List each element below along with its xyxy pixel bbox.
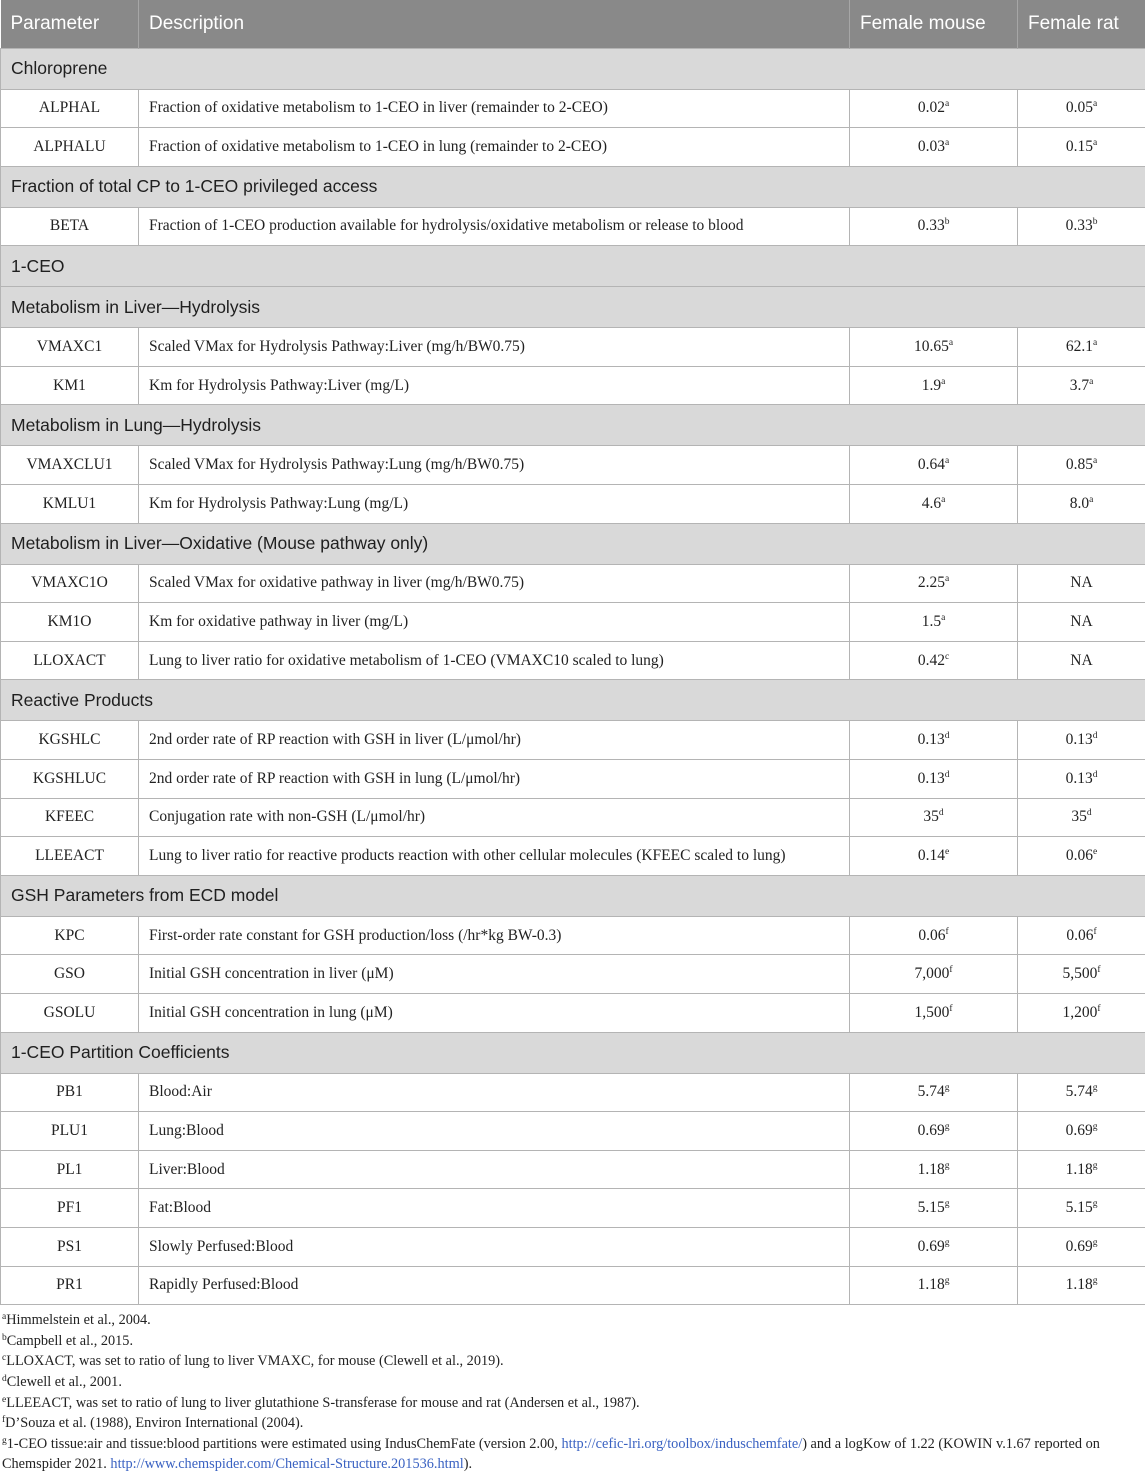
table-row [1, 366, 1145, 405]
footnote-mark: f [1093, 926, 1097, 937]
female-mouse-value: 1.18 [917, 1160, 945, 1178]
table-row [1, 916, 1145, 955]
female-mouse-value: 0.03 [917, 137, 945, 155]
female-mouse-cell [850, 641, 1018, 680]
female-rat-cell [1018, 837, 1145, 876]
footnote-mark: g [944, 1083, 950, 1094]
female-mouse-value: 0.14 [917, 847, 945, 865]
footnote-mark: a [1089, 376, 1094, 387]
footnote-text: Clewell et al., 2001. [6, 1373, 122, 1390]
footnote-mark: f [945, 926, 949, 937]
section-title: 1-CEO [1, 246, 1145, 287]
female-rat-cell [1018, 603, 1145, 642]
section-title: Chloroprene [1, 48, 1145, 89]
description-cell: 2nd order rate of RP reaction with GSH in lung (L/μmol/hr) [139, 760, 850, 799]
footnote-mark: g [1092, 1237, 1098, 1248]
female-rat-cell [1018, 207, 1145, 246]
footnote-mark: e [944, 847, 950, 858]
female-rat-cell [1018, 798, 1145, 837]
female-mouse-cell [850, 837, 1018, 876]
column-header-female-rat: Female rat [1018, 0, 1145, 48]
female-mouse-value: 0.69 [917, 1121, 945, 1139]
footnote-mark: b [1092, 217, 1098, 228]
female-rat-value: 0.69 [1065, 1237, 1093, 1255]
section-title: Fraction of total CP to 1-CEO privileged access [1, 166, 1145, 207]
female-rat-cell [1018, 641, 1145, 680]
section-title: Metabolism in Lung—Hydrolysis [1, 405, 1145, 446]
section-row [1, 875, 1145, 916]
parameter-cell: KGSHLC [1, 721, 139, 760]
female-rat-cell [1018, 446, 1145, 485]
table-row [1, 721, 1145, 760]
parameter-cell: PL1 [1, 1150, 139, 1189]
female-mouse-cell [850, 955, 1018, 994]
description-cell: Fat:Blood [139, 1189, 850, 1228]
table-row [1, 485, 1145, 524]
footnote [0, 1310, 1145, 1331]
female-rat-value: NA [1070, 574, 1093, 592]
female-rat-cell [1018, 564, 1145, 603]
section-row [1, 246, 1145, 287]
footnote-mark: g [1092, 1276, 1098, 1287]
description-cell: Scaled VMax for Hydrolysis Pathway:Lung (mg/h/BW0.75) [139, 446, 850, 485]
footnote [0, 1351, 1145, 1372]
female-mouse-value: 5.15 [917, 1199, 945, 1217]
table-row [1, 1266, 1145, 1305]
table-row [1, 1189, 1145, 1228]
description-cell: Km for Hydrolysis Pathway:Lung (mg/L) [139, 485, 850, 524]
section-row [1, 48, 1145, 89]
female-rat-cell [1018, 1189, 1145, 1228]
section-title: Reactive Products [1, 680, 1145, 721]
table-row [1, 1150, 1145, 1189]
description-cell: Fraction of oxidative metabolism to 1-CEO in lung (remainder to 2-CEO) [139, 128, 850, 167]
section-row [1, 287, 1145, 328]
footnote-mark: c [944, 651, 950, 662]
table-row [1, 1073, 1145, 1112]
table-row [1, 641, 1145, 680]
section-row [1, 680, 1145, 721]
table-row [1, 328, 1145, 367]
footnote-mark: c [2, 1353, 7, 1364]
footnote-mark: g [944, 1199, 950, 1210]
female-rat-value: 0.13 [1065, 769, 1093, 787]
parameter-cell: LLEEACT [1, 837, 139, 876]
female-mouse-cell [850, 916, 1018, 955]
section-title: Metabolism in Liver—Oxidative (Mouse pathway only) [1, 523, 1145, 564]
female-mouse-value: 0.02 [917, 99, 945, 117]
footnote-mark: a [944, 574, 950, 585]
female-mouse-value: 0.06 [918, 926, 946, 944]
female-rat-cell [1018, 721, 1145, 760]
female-rat-value: 0.85 [1065, 456, 1093, 474]
female-mouse-cell [850, 485, 1018, 524]
description-cell: Slowly Perfused:Blood [139, 1227, 850, 1266]
female-mouse-cell [850, 603, 1018, 642]
table-row [1, 760, 1145, 799]
female-mouse-value: 35 [923, 808, 939, 826]
footnote-mark: g [1092, 1160, 1098, 1171]
parameter-cell: PF1 [1, 1189, 139, 1228]
female-mouse-cell [850, 128, 1018, 167]
footnote [0, 1434, 1145, 1475]
footnote-mark: a [1089, 494, 1094, 505]
female-mouse-value: 4.6 [921, 494, 942, 512]
female-rat-cell [1018, 1266, 1145, 1305]
footnote-mark: a [941, 613, 946, 624]
parameter-cell: KPC [1, 916, 139, 955]
footnote-text: LLOXACT, was set to ratio of lung to liver VMAXC, for mouse (Clewell et al., 2019). [6, 1353, 504, 1370]
column-header-female-mouse: Female mouse [850, 0, 1018, 48]
description-cell: Blood:Air [139, 1073, 850, 1112]
female-mouse-value: 1.9 [921, 376, 942, 394]
section-row [1, 523, 1145, 564]
footnote-text: LLEEACT, was set to ratio of lung to liver glutathione S-transferase for mouse and rat (Andersen et al., 1987). [6, 1394, 640, 1411]
female-mouse-cell [850, 564, 1018, 603]
female-rat-value: 0.33 [1065, 217, 1093, 235]
female-rat-cell [1018, 955, 1145, 994]
female-rat-cell [1018, 128, 1145, 167]
female-mouse-cell [850, 994, 1018, 1033]
description-cell: Initial GSH concentration in liver (μM) [139, 955, 850, 994]
female-rat-value: 8.0 [1069, 494, 1090, 512]
female-rat-cell [1018, 760, 1145, 799]
section-row [1, 1032, 1145, 1073]
footnote-mark: a [944, 99, 950, 110]
description-cell: 2nd order rate of RP reaction with GSH in liver (L/μmol/hr) [139, 721, 850, 760]
footnote-mark: f [2, 1415, 6, 1426]
female-mouse-value: 5.74 [917, 1083, 945, 1101]
footnote-mark: g [1092, 1199, 1098, 1210]
footnote-mark: a [1092, 99, 1098, 110]
female-mouse-cell [850, 89, 1018, 128]
footnote-mark: a [941, 376, 946, 387]
description-cell: First-order rate constant for GSH production/loss (/hr*kg BW-0.3) [139, 916, 850, 955]
female-rat-cell [1018, 1227, 1145, 1266]
female-rat-value: NA [1070, 613, 1093, 631]
parameter-cell: KM1 [1, 366, 139, 405]
description-cell: Conjugation rate with non-GSH (L/μmol/hr) [139, 798, 850, 837]
female-rat-value: NA [1070, 651, 1093, 669]
female-rat-value: 5.74 [1065, 1083, 1093, 1101]
table-row [1, 446, 1145, 485]
female-mouse-value: 0.64 [917, 456, 945, 474]
description-cell: Initial GSH concentration in lung (μM) [139, 994, 850, 1033]
table-footnotes [0, 1305, 1145, 1475]
description-cell: Rapidly Perfused:Blood [139, 1266, 850, 1305]
table-row [1, 798, 1145, 837]
female-mouse-value: 1.5 [921, 613, 942, 631]
female-rat-cell [1018, 916, 1145, 955]
parameter-cell: BETA [1, 207, 139, 246]
footnote [0, 1413, 1145, 1434]
female-rat-cell [1018, 485, 1145, 524]
footnote-mark: e [1092, 847, 1098, 858]
footnote-mark: d [1092, 731, 1098, 742]
column-header-description: Description [139, 0, 850, 48]
female-rat-value: 62.1 [1065, 338, 1093, 356]
female-rat-cell [1018, 1073, 1145, 1112]
section-title: GSH Parameters from ECD model [1, 875, 1145, 916]
female-rat-value: 0.15 [1065, 137, 1093, 155]
parameter-cell: LLOXACT [1, 641, 139, 680]
female-mouse-value: 2.25 [917, 574, 945, 592]
footnote-mark: a [1092, 338, 1098, 349]
female-rat-cell [1018, 1112, 1145, 1151]
footnote-mark: g [2, 1435, 7, 1446]
female-rat-value: 0.69 [1065, 1121, 1093, 1139]
footnote-mark: b [944, 217, 950, 228]
female-rat-value: 3.7 [1069, 376, 1090, 394]
female-mouse-value: 1,500 [914, 1003, 950, 1021]
footnote-mark: f [1097, 965, 1101, 976]
female-rat-value: 0.06 [1065, 847, 1093, 865]
female-mouse-cell [850, 1227, 1018, 1266]
female-mouse-value: 0.33 [917, 217, 945, 235]
description-cell: Lung to liver ratio for reactive products reaction with other cellular molecules (KFEEC scaled to lung) [139, 837, 850, 876]
female-rat-value: 1.18 [1065, 1160, 1093, 1178]
female-mouse-value: 0.42 [917, 651, 945, 669]
description-cell: Fraction of 1-CEO production available for hydrolysis/oxidative metabolism or release to blood [139, 207, 850, 246]
footnote-mark: a [2, 1312, 7, 1323]
female-mouse-cell [850, 1112, 1018, 1151]
description-cell: Km for Hydrolysis Pathway:Liver (mg/L) [139, 366, 850, 405]
table-row [1, 89, 1145, 128]
parameter-cell: VMAXC1 [1, 328, 139, 367]
footnote-mark: b [2, 1332, 7, 1343]
female-mouse-cell [850, 1189, 1018, 1228]
footnote-mark: g [944, 1237, 950, 1248]
footnote-mark: g [944, 1276, 950, 1287]
table-row [1, 1227, 1145, 1266]
description-cell: Scaled VMax for Hydrolysis Pathway:Liver (mg/h/BW0.75) [139, 328, 850, 367]
column-header-parameter: Parameter [1, 0, 139, 48]
footnote-mark: g [944, 1121, 950, 1132]
female-mouse-cell [850, 207, 1018, 246]
parameter-cell: PR1 [1, 1266, 139, 1305]
footnote-text: ). [463, 1456, 473, 1473]
footnote-mark: g [944, 1160, 950, 1171]
footnote-mark: a [948, 338, 954, 349]
female-mouse-value: 0.69 [917, 1237, 945, 1255]
table-row [1, 955, 1145, 994]
female-mouse-cell [850, 1150, 1018, 1189]
section-row [1, 166, 1145, 207]
footnote-mark: a [944, 456, 950, 467]
footnote-mark: f [949, 965, 953, 976]
female-rat-value: 0.06 [1066, 926, 1094, 944]
section-title: 1-CEO Partition Coefficients [1, 1032, 1145, 1073]
header-row [1, 0, 1145, 48]
footnote-mark: f [949, 1003, 953, 1014]
table-row [1, 1112, 1145, 1151]
footnote-mark: a [1092, 137, 1098, 148]
footnote-mark: d [2, 1373, 7, 1384]
section-row [1, 405, 1145, 446]
female-mouse-value: 0.13 [917, 769, 945, 787]
female-rat-value: 5.15 [1065, 1199, 1093, 1217]
parameter-cell: ALPHALU [1, 128, 139, 167]
female-rat-value: 1.18 [1065, 1276, 1093, 1294]
female-rat-cell [1018, 89, 1145, 128]
parameter-cell: KGSHLUC [1, 760, 139, 799]
table-row [1, 837, 1145, 876]
footnote-mark: a [941, 494, 946, 505]
footnote-mark: a [1092, 456, 1098, 467]
table-row [1, 207, 1145, 246]
female-mouse-cell [850, 760, 1018, 799]
description-cell: Lung to liver ratio for oxidative metabolism of 1-CEO (VMAXC10 scaled to lung) [139, 641, 850, 680]
section-title: Metabolism in Liver—Hydrolysis [1, 287, 1145, 328]
footnote [0, 1393, 1145, 1414]
table-row [1, 994, 1145, 1033]
footnote-text: D’Souza et al. (1988), Environ International (2004). [5, 1415, 304, 1432]
footnote-mark: f [1097, 1003, 1101, 1014]
female-mouse-cell [850, 328, 1018, 367]
parameter-cell: PLU1 [1, 1112, 139, 1151]
chemspider-link[interactable]: http://www.chemspider.com/Chemical-Structure.201536.html [110, 1456, 464, 1473]
female-rat-value: 0.05 [1065, 99, 1093, 117]
parameter-cell: VMAXC1O [1, 564, 139, 603]
female-mouse-cell [850, 1266, 1018, 1305]
parameter-cell: PB1 [1, 1073, 139, 1112]
parameter-cell: PS1 [1, 1227, 139, 1266]
footnote-text: Campbell et al., 2015. [6, 1332, 134, 1349]
footnote-text: 1-CEO tissue:air and tissue:blood partitions were estimated using IndusChemFate (version 2.00, [6, 1435, 562, 1452]
female-rat-cell [1018, 994, 1145, 1033]
footnote-text: Himmelstein et al., 2004. [6, 1312, 151, 1329]
induschemfate-link[interactable]: http://cefic-lri.org/toolbox/induschemfate/ [561, 1435, 803, 1452]
footnote [0, 1331, 1145, 1352]
table-row [1, 564, 1145, 603]
female-mouse-cell [850, 366, 1018, 405]
table-row [1, 128, 1145, 167]
footnote-mark: d [1086, 808, 1092, 819]
female-rat-cell [1018, 366, 1145, 405]
footnote-text: ) and a logKow of 1.22 (KOWIN v.1.67 reported on Chemspider 2021. [2, 1435, 1100, 1473]
description-cell: Fraction of oxidative metabolism to 1-CEO in liver (remainder to 2-CEO) [139, 89, 850, 128]
footnote-mark: e [2, 1394, 7, 1405]
footnote-mark: d [944, 731, 950, 742]
parameter-cell: GSOLU [1, 994, 139, 1033]
female-rat-value: 35 [1071, 808, 1087, 826]
parameter-cell: GSO [1, 955, 139, 994]
parameter-cell: KFEEC [1, 798, 139, 837]
footnote [0, 1372, 1145, 1393]
parameter-cell: KM1O [1, 603, 139, 642]
female-mouse-value: 10.65 [913, 338, 949, 356]
parameter-cell: ALPHAL [1, 89, 139, 128]
description-cell: Km for oxidative pathway in liver (mg/L) [139, 603, 850, 642]
female-mouse-value: 7,000 [914, 965, 950, 983]
female-mouse-cell [850, 446, 1018, 485]
footnote-mark: d [1092, 769, 1098, 780]
female-mouse-value: 1.18 [917, 1276, 945, 1294]
footnote-mark: d [938, 808, 944, 819]
female-rat-value: 0.13 [1065, 731, 1093, 749]
parameter-cell: KMLU1 [1, 485, 139, 524]
female-rat-value: 1,200 [1062, 1003, 1098, 1021]
description-cell: Liver:Blood [139, 1150, 850, 1189]
description-cell: Scaled VMax for oxidative pathway in liver (mg/h/BW0.75) [139, 564, 850, 603]
female-mouse-cell [850, 1073, 1018, 1112]
parameter-cell: VMAXCLU1 [1, 446, 139, 485]
description-cell: Lung:Blood [139, 1112, 850, 1151]
female-mouse-cell [850, 721, 1018, 760]
footnote-mark: g [1092, 1121, 1098, 1132]
table-row [1, 603, 1145, 642]
female-mouse-cell [850, 798, 1018, 837]
female-mouse-value: 0.13 [917, 731, 945, 749]
female-rat-cell [1018, 1150, 1145, 1189]
female-rat-cell [1018, 328, 1145, 367]
footnote-mark: g [1092, 1083, 1098, 1094]
footnote-mark: a [944, 137, 950, 148]
female-rat-value: 5,500 [1062, 965, 1098, 983]
footnote-mark: d [944, 769, 950, 780]
